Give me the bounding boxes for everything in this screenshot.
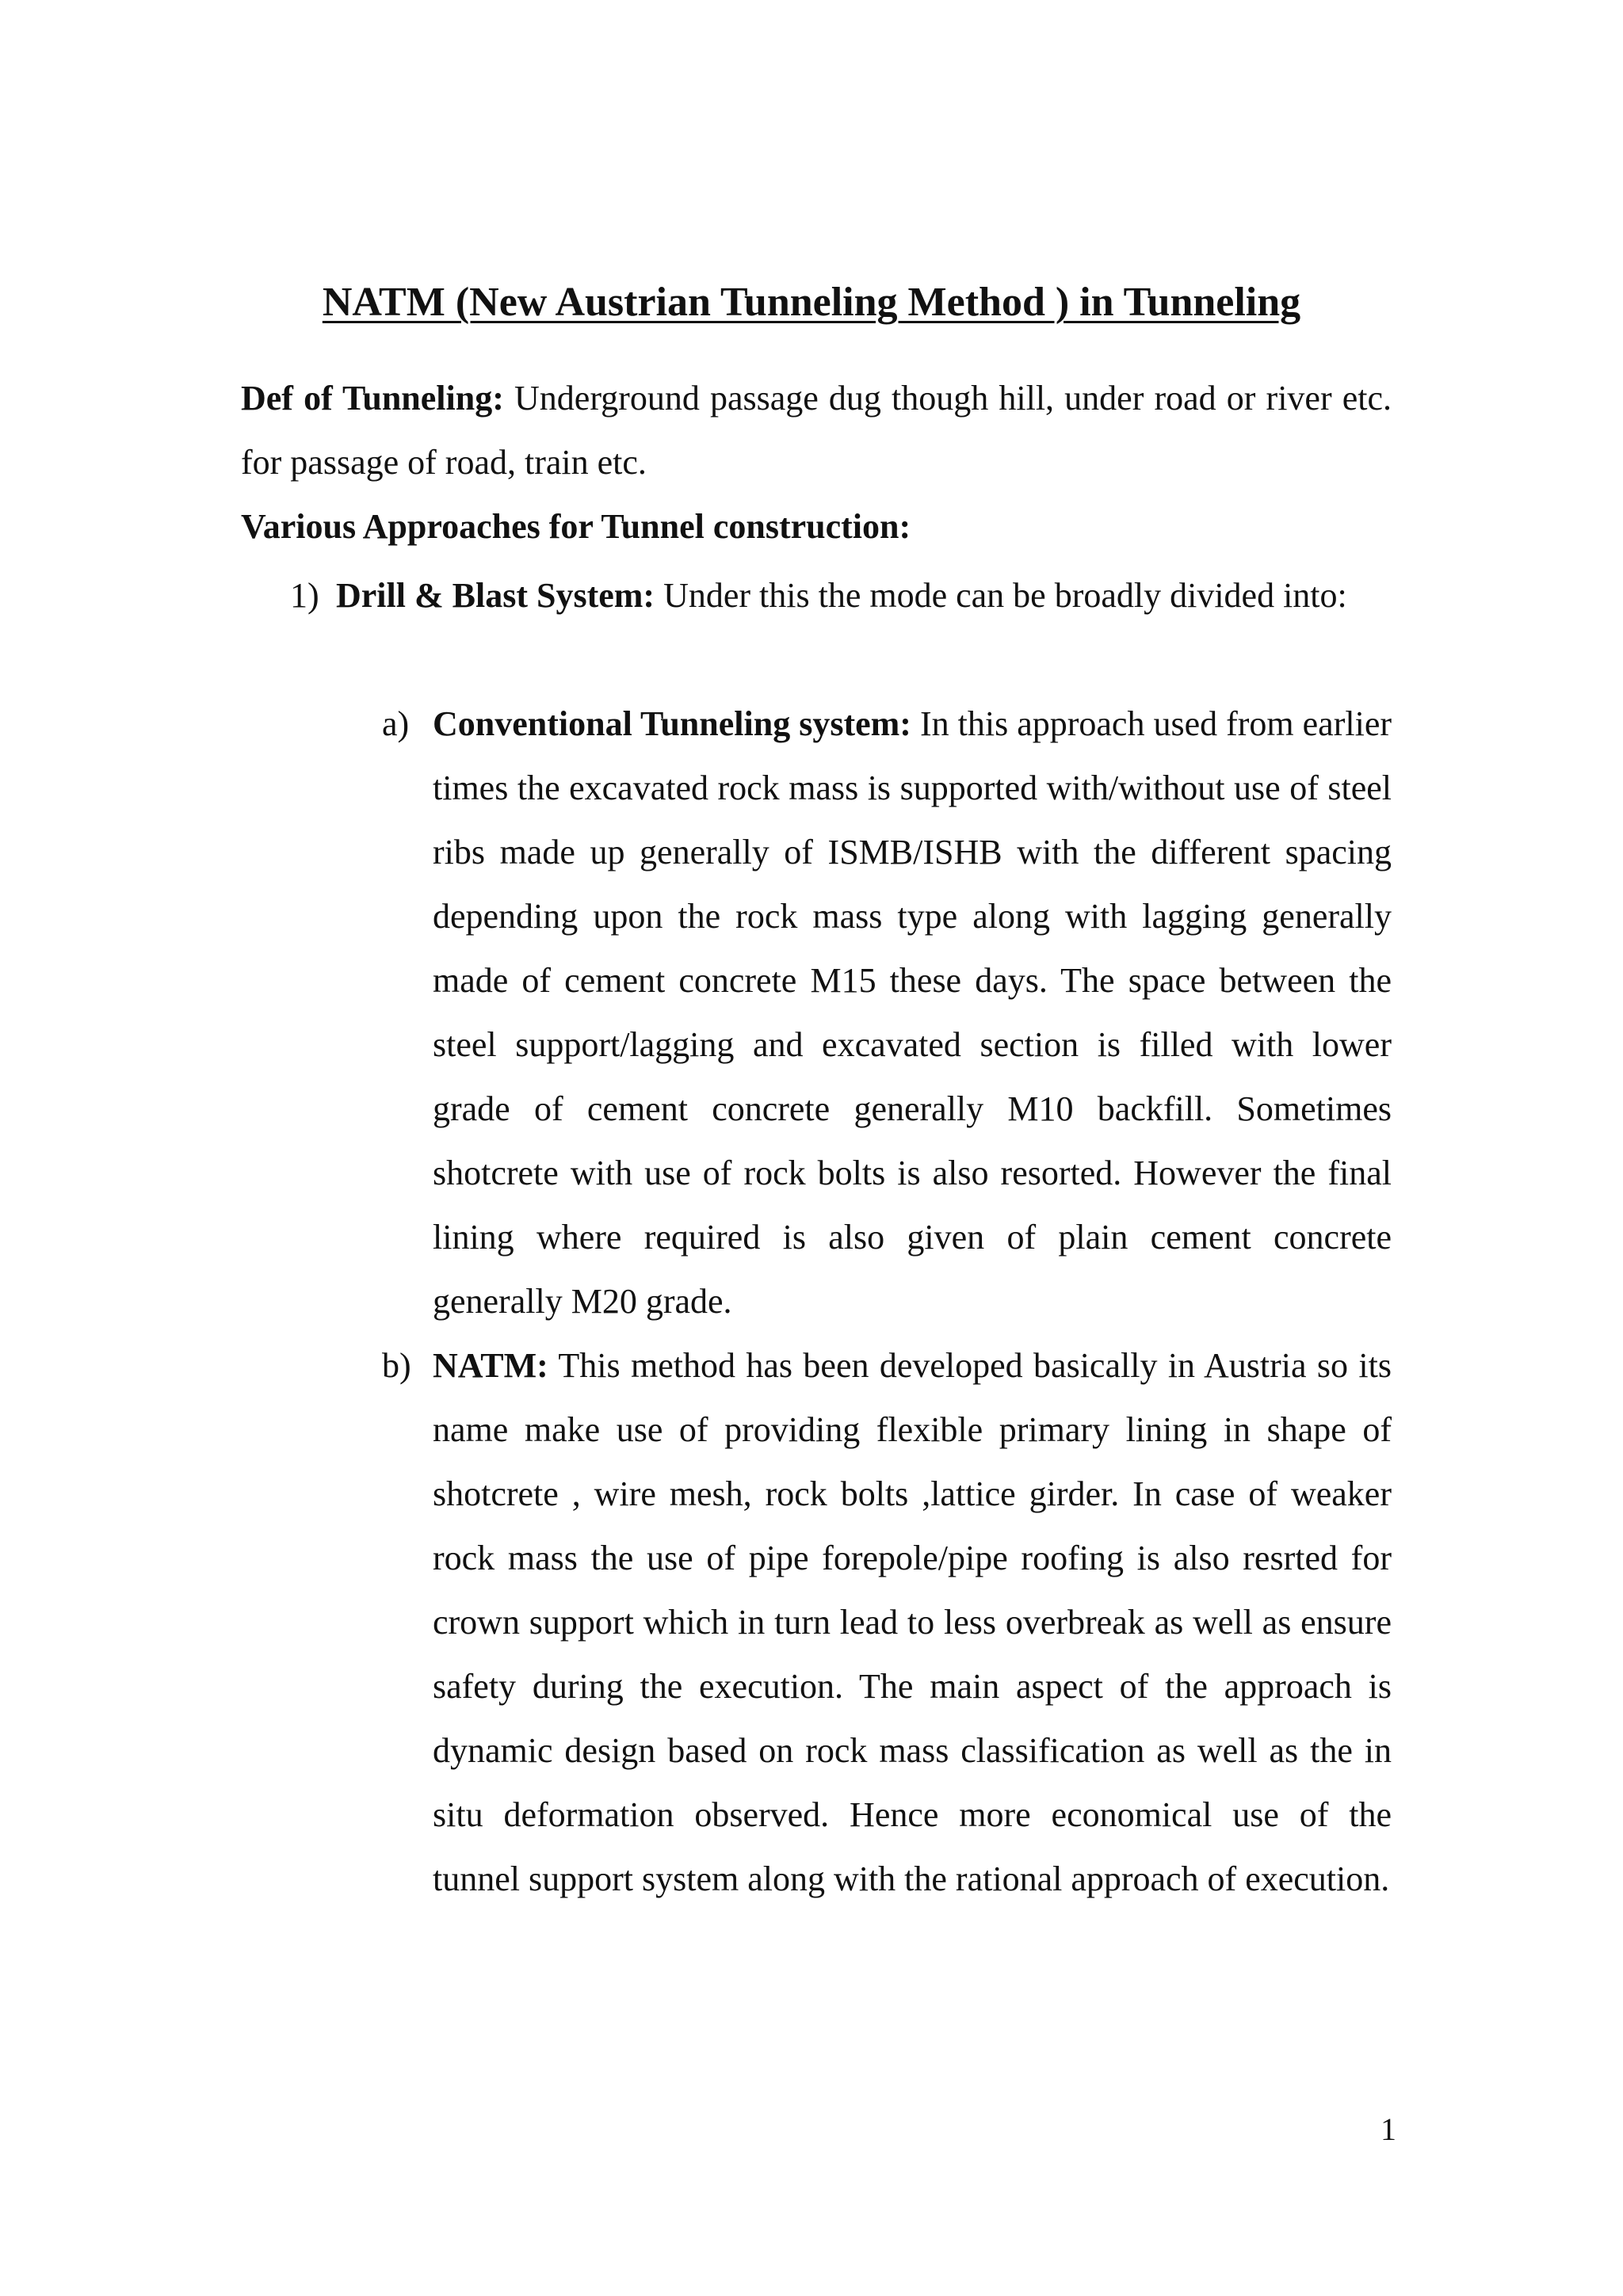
sub-item-content	[433, 1333, 1392, 1911]
sub-item-content	[433, 692, 1392, 1333]
definition-text: Underground passage dug though hill, under road or river etc. for passage of road, train etc.	[241, 379, 1392, 482]
sub-item-text: This method has been developed basically in Austria so its name make use of providing flexible primary lining in shape of shotcrete , wire mesh, rock bolts ,lattice girder. In case of weaker rock mass the use of pipe forepole/pipe roofing is also resrted for crown support which in turn lead to less overbreak as well as ensure safety during the execution. The main aspect of the approach is dynamic design based on rock mass classification as well as the in situ deformation observed. Hence more economical use of the tunnel support system along with the rational approach of execution.	[433, 1346, 1392, 1898]
page-number: 1	[1381, 2111, 1396, 2147]
list-item-content	[336, 563, 1392, 627]
document-title: NATM (New Austrian Tunneling Method ) in Tunneling	[322, 280, 1301, 325]
sub-item-label: NATM:	[433, 1346, 548, 1385]
sub-item-label: Conventional Tunneling system:	[433, 704, 911, 743]
approaches-heading: Various Approaches for Tunnel construction:	[241, 507, 911, 546]
definition-paragraph	[241, 366, 1392, 494]
definition-label: Def of Tunneling:	[241, 379, 504, 418]
sub-item-a	[382, 692, 1392, 1333]
list-marker: 1)	[290, 576, 319, 615]
list-item-1	[290, 563, 1392, 627]
list-item-label: Drill & Blast System:	[336, 576, 655, 615]
list-item-text: Under this the mode can be broadly divided into:	[663, 576, 1347, 615]
sub-item-b	[382, 1333, 1392, 1911]
sub-item-text: In this approach used from earlier times the excavated rock mass is supported with/without use of steel ribs made up generally of ISMB/ISHB with the different spacing depending upon the rock mass type along with lagging generally made of cement concrete M15 these days. The space between the steel support/lagging and excavated section is filled with lower grade of cement concrete generally M10 backfill. Sometimes shotcrete with use of rock bolts is also resorted. However the final lining where required is also given of plain cement concrete generally M20 grade.	[433, 704, 1392, 1321]
sub-item-marker: a)	[382, 704, 410, 743]
sub-item-marker: b)	[382, 1346, 411, 1385]
